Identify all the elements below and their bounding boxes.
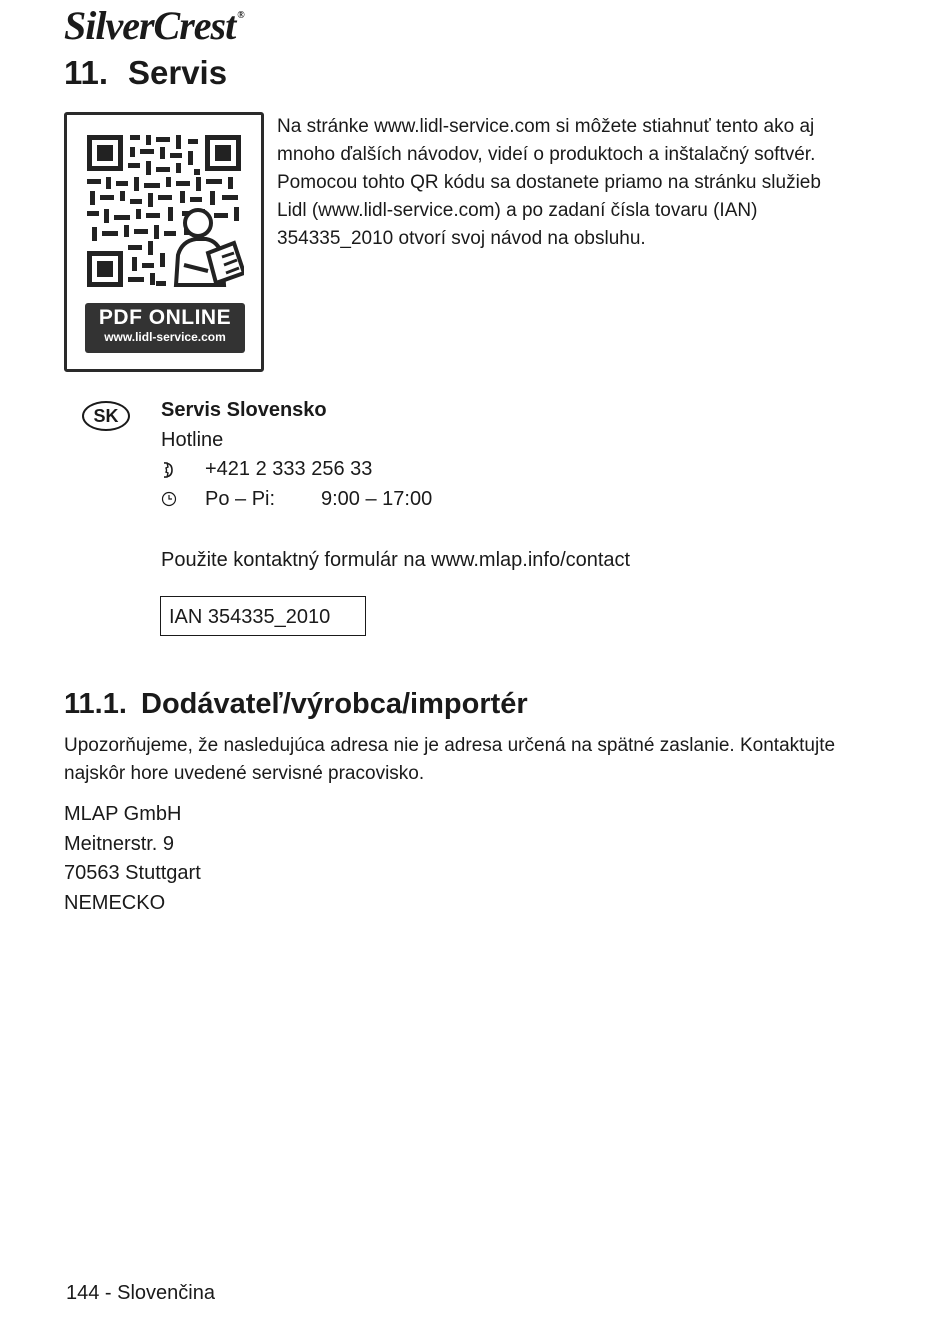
address-block <box>64 800 201 918</box>
address-street: Meitnerstr. 9 <box>64 832 175 855</box>
pdf-online-badge[interactable] <box>85 303 245 353</box>
brand-logo <box>64 2 244 49</box>
phone-row <box>161 455 432 485</box>
address-company: MLAP GmbH <box>64 803 182 825</box>
address-city: 70563 Stuttgart <box>64 862 201 884</box>
phone-number[interactable]: +421 2 333 256 33 <box>205 458 373 481</box>
section-title: Servis <box>128 54 228 91</box>
qr-code-icon <box>84 133 244 289</box>
pdf-online-url[interactable]: www.lidl-service.com <box>104 330 226 344</box>
hotline-label: Hotline <box>161 428 224 451</box>
intro-paragraph: Na stránke www.lidl-service.com si môžete stiahnuť tento ako aj mnoho ďalších návodov, videí o produktoch a inštalačný softvér. Pomocou tohto QR kódu sa dostanete priamo na stránku služieb Lidl (www.lidl-service.com) a po zadaní čísla tovaru (IAN) 354335_2010 otvorí svoj návod na obsluhu. <box>277 116 821 249</box>
address-country: NEMECKO <box>64 891 166 914</box>
subsection-title: Dodávateľ/výrobca/importér <box>141 688 528 720</box>
hours-days: Po – Pi: <box>205 487 276 510</box>
country-badge: SK <box>82 401 130 431</box>
registered-mark: ® <box>237 10 244 21</box>
pdf-online-title: PDF ONLINE <box>98 306 232 329</box>
brand-name: SilverCrest <box>64 3 236 48</box>
section-number: 11. <box>64 54 109 91</box>
clock-icon <box>161 485 205 515</box>
service-title: Servis Slovensko <box>161 399 327 421</box>
hours-row <box>161 485 432 515</box>
service-block <box>161 396 432 514</box>
qr-card[interactable] <box>64 112 264 372</box>
notice-paragraph: Upozorňujeme, že nasledujúca adresa nie je adresa určená na spätné zaslanie. Kontaktujte najskôr hore uvedené servisné pracovisko. <box>64 735 836 784</box>
subsection-number: 11.1. <box>64 688 127 720</box>
ian-box: IAN 354335_2010 <box>160 596 366 636</box>
hours-time: 9:00 – 17:00 <box>321 487 433 510</box>
subsection-heading <box>64 688 528 721</box>
contact-form-text: Použite kontaktný formulár na www.mlap.info/contact <box>161 549 631 571</box>
phone-icon <box>161 455 205 485</box>
page-footer: 144 - Slovenčina <box>66 1282 215 1304</box>
section-heading <box>64 54 227 92</box>
